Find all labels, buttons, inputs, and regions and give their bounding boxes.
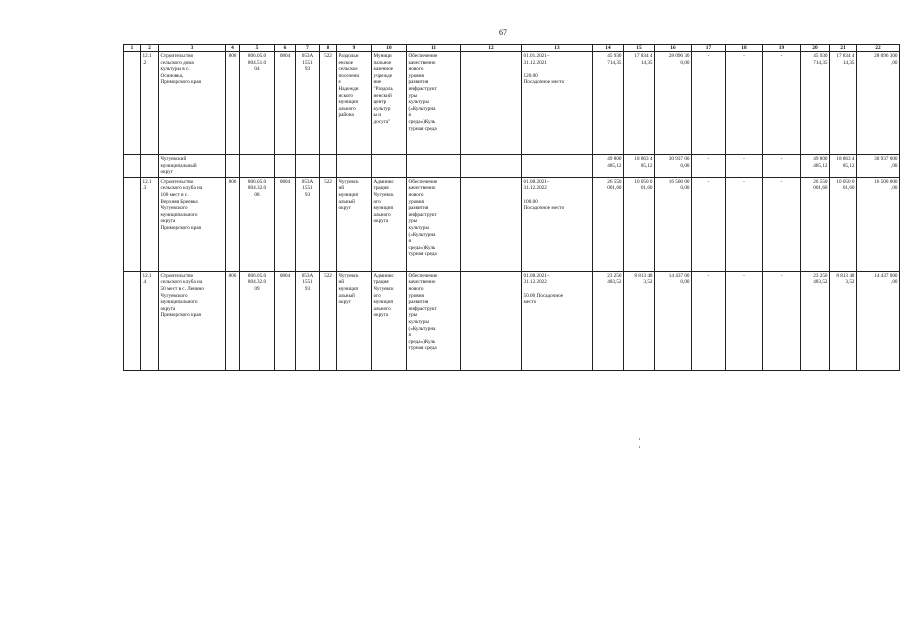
table-cell: 8 813 48 3,52	[830, 271, 857, 370]
table-cell: Чугуевск ий муницип альный округ	[337, 271, 372, 370]
table-cell: 30 937 00 0,00	[655, 155, 692, 178]
table-cell: -	[692, 271, 726, 370]
table-cell: 26 550 001,60	[801, 177, 830, 271]
table-cell	[240, 155, 275, 178]
table-cell: -	[763, 271, 801, 370]
table-cell: 14 437 00 0,00	[655, 271, 692, 370]
header-cell: 10	[372, 45, 407, 52]
budget-table	[123, 44, 900, 371]
scan-mark	[639, 438, 640, 440]
table-cell: 0804	[275, 177, 296, 271]
table-cell: 806	[226, 177, 240, 271]
table-cell: -	[763, 177, 801, 271]
table-cell: Строительство сельского клуба на 50 мест в с. Ленино Чугуевского муниципального округа Приморского края	[159, 271, 226, 370]
table-cell: Муници пальное казенное учрежде ние "Раздоль ненский центр культур ы и досуга"	[372, 52, 407, 155]
table-cell: 8 813 48 3,52	[624, 271, 655, 370]
header-cell: 5	[240, 45, 275, 52]
header-cell: 11	[407, 45, 461, 52]
header-cell: 14	[593, 45, 624, 52]
table-cell: Обеспечение качественно нового уровня развития инфраструкт уры культуры («Культурна я среда»)Куль турная среда	[407, 52, 461, 155]
header-cell: 21	[830, 45, 857, 52]
table-cell: 16 500 000 ,00	[857, 177, 900, 271]
header-cell: 18	[726, 45, 763, 52]
header-cell: 17	[692, 45, 726, 52]
header-row	[124, 45, 900, 52]
table-cell: Админис трация Чугуевск ого муницип ального округа	[372, 271, 407, 370]
header-cell: 13	[522, 45, 593, 52]
table-row	[124, 52, 900, 155]
table-cell: -	[763, 155, 801, 178]
table-cell: 053A 1551 93	[296, 52, 320, 155]
header-cell: 3	[159, 45, 226, 52]
table-cell: -	[692, 52, 726, 155]
table-cell	[141, 155, 159, 178]
table-cell: 12.1 .2	[141, 52, 159, 155]
table-cell	[296, 155, 320, 178]
table-cell	[124, 177, 141, 271]
header-cell: 12	[461, 45, 522, 52]
header-cell: 9	[337, 45, 372, 52]
table-cell: 522	[320, 271, 337, 370]
table-cell: Строительство сельского дома культуры в с. Осиновка, Приморского края	[159, 52, 226, 155]
table-cell: 45 930 714,35	[593, 52, 624, 155]
header-cell: 8	[320, 45, 337, 52]
table-cell	[337, 155, 372, 178]
table-cell: 0804	[275, 52, 296, 155]
table-cell: 01.01.2021– 31.12.2021 120.00 Посадочное место	[522, 52, 593, 155]
table-cell: 23 250 483,52	[801, 271, 830, 370]
table-cell	[124, 271, 141, 370]
table-cell: 806.05.0 804.32.0 09	[240, 271, 275, 370]
table-cell: 053A 1551 93	[296, 177, 320, 271]
header-cell: 20	[801, 45, 830, 52]
table-cell: Строительство сельского клуба на 100 мест в с. Верхняя Бреевка Чугуевского муниципального округа Приморского края	[159, 177, 226, 271]
table-cell: Админис трация Чугуевск ого муницип ального округа	[372, 177, 407, 271]
table-cell: 49 800 485,12	[801, 155, 830, 178]
table-row	[124, 271, 900, 370]
scan-mark	[639, 446, 640, 448]
table-row	[124, 177, 900, 271]
table-cell	[372, 155, 407, 178]
table-cell: 45 930 714,35	[801, 52, 830, 155]
table-cell: Раздольн енское сельское поселени е Надежди нского муницип ального района	[337, 52, 372, 155]
table-cell: 49 800 485,12	[593, 155, 624, 178]
table-cell: 522	[320, 52, 337, 155]
table-cell: 806.05.0 804.32.0 08	[240, 177, 275, 271]
table-cell	[124, 155, 141, 178]
table-cell: 18 863 4 85,12	[830, 155, 857, 178]
table-cell: -	[692, 177, 726, 271]
table-cell: -	[692, 155, 726, 178]
header-cell: 19	[763, 45, 801, 52]
table-cell: 16 500 00 0,00	[655, 177, 692, 271]
table-cell: 01.08.2021– 31.12.2022 50.00 Посадочное место	[522, 271, 593, 370]
table-cell	[226, 155, 240, 178]
table-cell: Чугуевск ий муницип альный округ	[337, 177, 372, 271]
table-cell	[407, 155, 461, 178]
table-cell: 28 096 30 0,00	[655, 52, 692, 155]
table-cell: -	[726, 52, 763, 155]
table-cell: 30 937 000 ,00	[857, 155, 900, 178]
table-cell: 806	[226, 52, 240, 155]
header-cell: 2	[141, 45, 159, 52]
table-cell: 17 834 4 14,35	[830, 52, 857, 155]
table-cell: -	[726, 271, 763, 370]
table-cell: 26 550 001,60	[593, 177, 624, 271]
page-number: 67	[499, 28, 507, 37]
table-cell	[461, 271, 522, 370]
table-cell	[461, 177, 522, 271]
table-cell	[522, 155, 593, 178]
header-cell: 16	[655, 45, 692, 52]
table-cell	[124, 52, 141, 155]
table-cell	[275, 155, 296, 178]
header-cell: 15	[624, 45, 655, 52]
table-cell: 10 050 0 01,60	[624, 177, 655, 271]
header-cell: 1	[124, 45, 141, 52]
table-cell: 12.1 .4	[141, 271, 159, 370]
table-cell: 23 250 483,52	[593, 271, 624, 370]
table-cell: Обеспечение качественно нового уровня развития инфраструкт уры культуры («Культурна я среда»)Куль турная среда	[407, 177, 461, 271]
table-cell: Обеспечение качественно нового уровня развития инфраструкт уры культуры («Культурна я среда»)Куль турная среда	[407, 271, 461, 370]
header-cell: 6	[275, 45, 296, 52]
table-cell: 01.08.2021– 31.12.2022 100.00 Посадочное место	[522, 177, 593, 271]
table-cell	[320, 155, 337, 178]
table-cell: 17 834 4 14,35	[624, 52, 655, 155]
table-cell: 14 437 000 ,00	[857, 271, 900, 370]
table-cell	[461, 52, 522, 155]
table-row	[124, 155, 900, 178]
table-cell: -	[763, 52, 801, 155]
table-cell: 28 096 300 ,00	[857, 52, 900, 155]
table-cell: 10 050 0 01,60	[830, 177, 857, 271]
header-cell: 7	[296, 45, 320, 52]
table-cell	[461, 155, 522, 178]
table-cell: 18 863 4 85,12	[624, 155, 655, 178]
table-cell: 0804	[275, 271, 296, 370]
table-cell: 806.05.0 804.51.0 04	[240, 52, 275, 155]
table-cell: 806	[226, 271, 240, 370]
table-cell: 12.1 .3	[141, 177, 159, 271]
table-cell: 053A 1551 93	[296, 271, 320, 370]
table-cell: -	[726, 177, 763, 271]
table-cell: Чугуевский муниципальный округ	[159, 155, 226, 178]
table-cell: 522	[320, 177, 337, 271]
header-cell: 4	[226, 45, 240, 52]
table-cell: -	[726, 155, 763, 178]
header-cell: 22	[857, 45, 900, 52]
